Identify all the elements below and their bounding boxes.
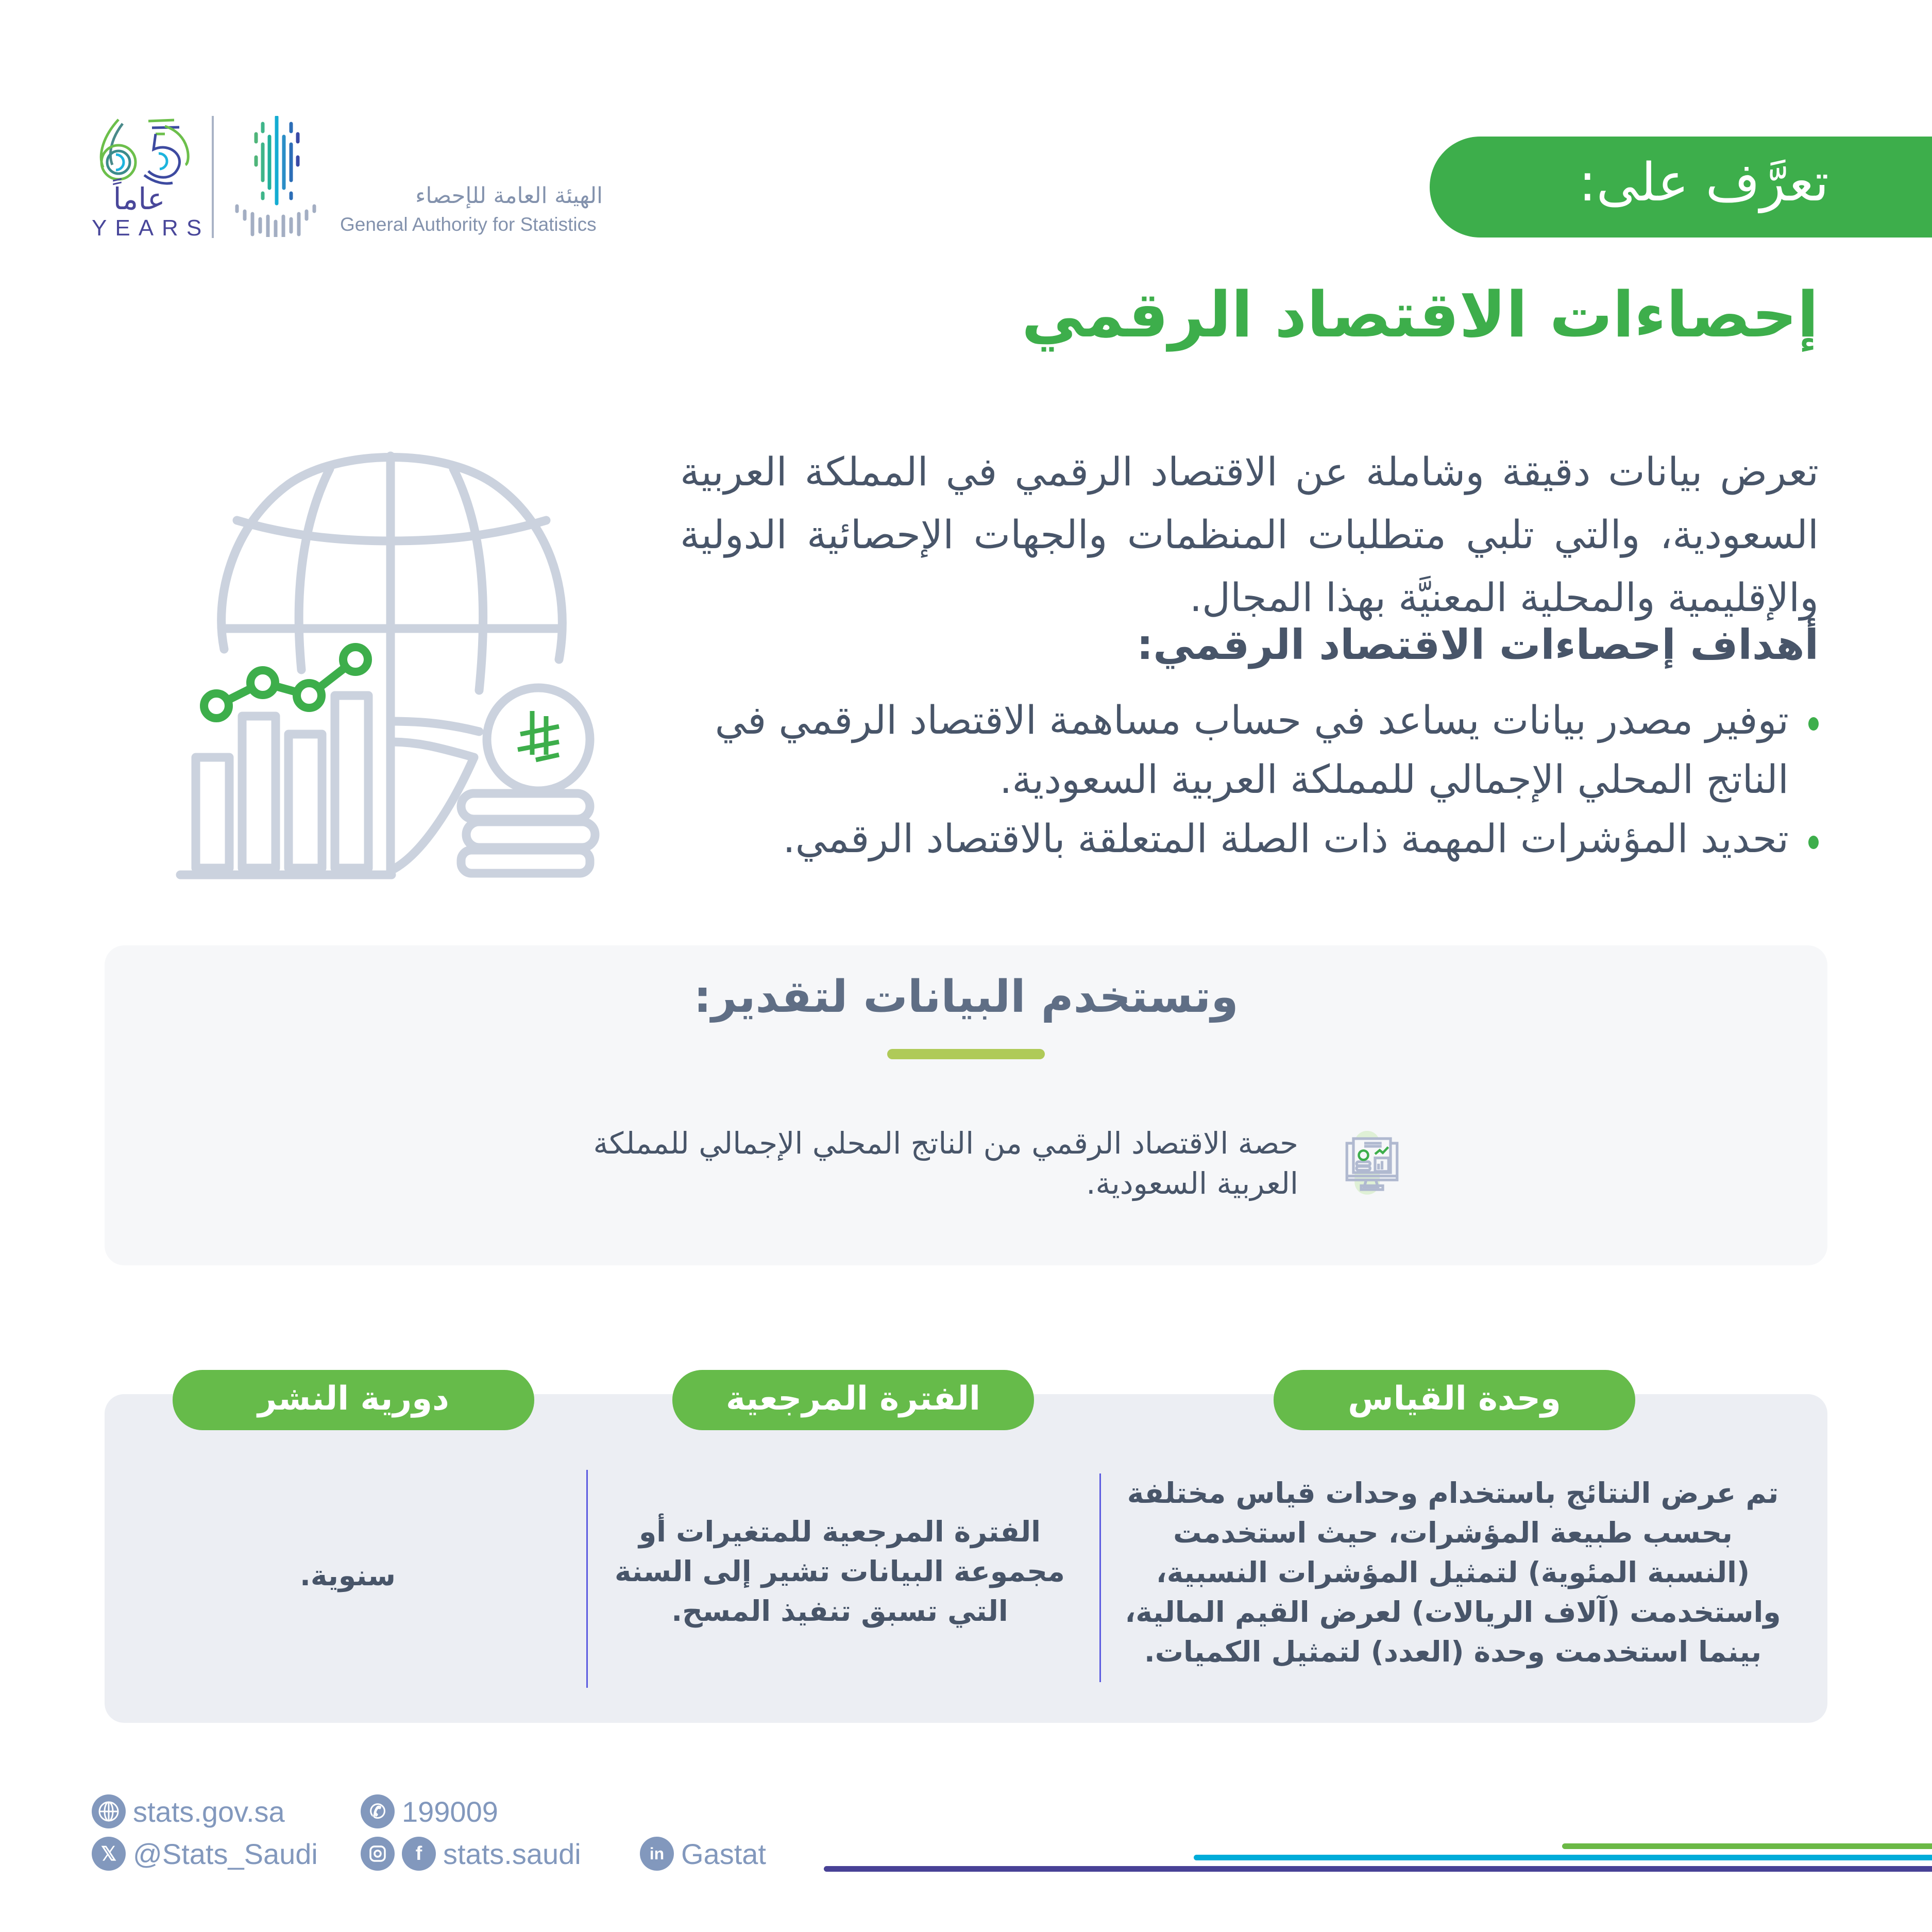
uses-item-text: حصة الاقتصاد الرقمي من الناتج المحلي الإجمالي للمملكة العربية السعودية.: [593, 1126, 1298, 1201]
globe-chart-riyal-coins-icon: [175, 443, 608, 881]
facebook-icon: f: [402, 1837, 436, 1871]
unit-of-measure-text: تم عرض النتائج باستخدام وحدات قياس مختلفة بحسب طبيعة المؤشرات، حيث استخدمت (النسبة المئوية) لتمثيل المؤشرات النسبية، واستخدمت (آلاف الريالات) لعرض القيم المالية، بينما استخدمت وحدة (العدد) لتمثيل الكميات.: [1125, 1477, 1781, 1668]
goals-heading: أهداف إحصاءات الاقتصاد الرقمي:: [1137, 621, 1819, 669]
x-icon: 𝕏: [92, 1837, 126, 1871]
phone-text: 199009: [402, 1795, 498, 1828]
intro-paragraph: تعرض بيانات دقيقة وشاملة عن الاقتصاد الرقمي في المملكة العربية السعودية، والتي تلبي متطلبات المنظمات والجهات الإحصائية الدولية والإقليمية والمحلية المعنيَّة بهذا المجال.: [680, 449, 1819, 620]
website-text: stats.gov.sa: [133, 1795, 285, 1828]
phone-icon: ✆: [361, 1794, 395, 1828]
phone-link[interactable]: [361, 1794, 498, 1828]
uses-heading: وتستخدم البيانات لتقدير:: [693, 971, 1239, 1023]
publication-frequency-text: سنوية.: [300, 1559, 396, 1592]
linkedin-icon: in: [640, 1837, 674, 1871]
org-name-arabic: الهيئة العامة للإحصاء: [415, 183, 603, 209]
anniversary-years: YEARS: [92, 215, 210, 241]
decorative-line-cyan: [1194, 1855, 1932, 1860]
website-link[interactable]: [92, 1794, 285, 1828]
intro-pill-label: تعرَّف على:: [1578, 152, 1829, 213]
globe-icon: [92, 1794, 126, 1828]
65-numeral-icon: [88, 113, 191, 185]
reference-period-label: الفترة المرجعية: [672, 1370, 1034, 1430]
linkedin-text: Gastat: [681, 1837, 766, 1870]
column-divider: [586, 1470, 588, 1688]
heading-underline: [887, 1049, 1045, 1059]
x-link[interactable]: [92, 1837, 318, 1871]
anniversary-arabic: عاماً: [113, 181, 165, 216]
x-handle-text: @Stats_Saudi: [133, 1837, 318, 1870]
publication-frequency-label: دورية النشر: [173, 1370, 534, 1430]
social-handle-text: stats.saudi: [443, 1837, 581, 1870]
page-title: إحصاءات الاقتصاد الرقمي: [1021, 278, 1819, 351]
instagram-icon: [361, 1837, 395, 1871]
reference-period-text: الفترة المرجعية للمتغيرات أو مجموعة البيانات تشير إلى السنة التي تسبق تنفيذ المسح.: [615, 1515, 1065, 1628]
anniversary-65-logo: [88, 113, 210, 242]
column-divider: [1099, 1473, 1101, 1682]
goal-item: تحديد المؤشرات المهمة ذات الصلة المتعلقة بالاقتصاد الرقمي.: [680, 809, 1819, 868]
gastat-logo-icon: [234, 116, 327, 237]
org-name-english: General Authority for Statistics: [340, 214, 597, 235]
logo-divider: [212, 116, 214, 238]
goal-item: توفير مصدر بيانات يساعد في حساب مساهمة الاقتصاد الرقمي في الناتج المحلي الإجمالي للمملكة العربية السعودية.: [680, 690, 1819, 809]
monitor-report-chart-icon: [1333, 1121, 1411, 1203]
linkedin-link[interactable]: [640, 1837, 766, 1871]
intro-pill: [1430, 137, 1932, 238]
instagram-facebook-link[interactable]: [361, 1837, 581, 1871]
decorative-line-purple: [824, 1866, 1932, 1872]
unit-of-measure-label: وحدة القياس: [1274, 1370, 1635, 1430]
decorative-line-green: [1562, 1843, 1932, 1849]
goals-list: [680, 690, 1819, 868]
